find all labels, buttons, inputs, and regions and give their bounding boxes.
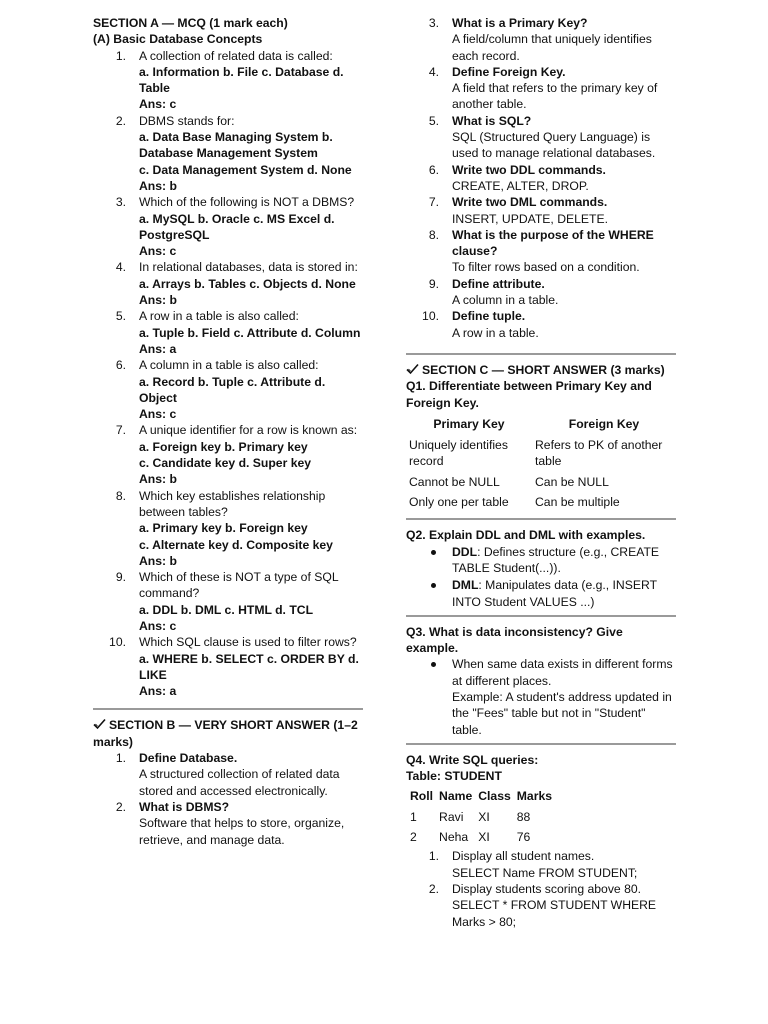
table-header: Roll xyxy=(410,789,434,804)
answer-text: A field that refers to the primary key of another table. xyxy=(452,81,658,112)
answer-options: a. Primary key b. Foreign key xyxy=(139,521,308,536)
mcq-item xyxy=(93,634,363,699)
query-task: Display students scoring above 80. xyxy=(452,881,642,896)
answer-key: Ans: b xyxy=(139,553,177,568)
table-header: Marks xyxy=(516,789,552,804)
question-number: 10. xyxy=(422,309,439,324)
answer-options: a. Data Base Managing System b. Database Management System xyxy=(139,130,333,161)
sql-query: SELECT * FROM STUDENT WHERE Marks > 80; xyxy=(452,898,657,929)
query-number: 1. xyxy=(428,849,439,864)
question-text: Which key establishes relationship between tables? xyxy=(139,488,326,519)
question-text: Define Database. xyxy=(139,751,238,766)
question-text: Write two DML commands. xyxy=(452,195,608,210)
question-text: Which of the following is NOT a DBMS? xyxy=(139,195,355,210)
table-header: Class xyxy=(478,789,511,804)
table-cell: Only one per table xyxy=(409,495,509,510)
question-number: 10. xyxy=(109,635,126,650)
list-item xyxy=(406,162,676,195)
answer-key: Ans: c xyxy=(139,407,177,422)
question-number: 7. xyxy=(428,195,439,210)
table-row xyxy=(406,492,676,512)
section-divider xyxy=(93,708,363,710)
answer-key: Ans: c xyxy=(139,618,177,633)
right-column xyxy=(406,15,676,930)
answer-key: Ans: c xyxy=(139,97,177,112)
answer-options: a. Record b. Tuple c. Attribute d. Object xyxy=(139,374,326,405)
table-cell: 88 xyxy=(516,809,531,824)
list-item xyxy=(406,227,676,276)
table-cell: 2 xyxy=(410,830,417,845)
table-header: Name xyxy=(439,789,473,804)
q3-title: Q3. What is data inconsistency? Give example. xyxy=(406,624,623,656)
question-number: 9. xyxy=(428,276,439,291)
table-row xyxy=(406,472,676,492)
sql-query: SELECT Name FROM STUDENT; xyxy=(452,865,638,880)
question-number: 3. xyxy=(428,16,439,30)
question-number: 6. xyxy=(115,358,126,373)
mcq-item xyxy=(93,113,363,194)
section-b-title: SECTION B — VERY SHORT ANSWER (1–2 marks) xyxy=(93,718,358,749)
table-cell: Can be multiple xyxy=(535,495,620,510)
question-number: 8. xyxy=(115,488,126,503)
bullet-text: : Defines structure (e.g., CREATE TABLE Student(...)). xyxy=(452,544,660,575)
mcq-item xyxy=(93,48,363,113)
question-text: Which SQL clause is used to filter rows? xyxy=(139,635,357,650)
question-number: 2. xyxy=(115,799,126,814)
q3-bullet-list xyxy=(406,656,676,737)
answer-options: a. Information b. File c. Database d. Table xyxy=(139,64,344,96)
list-item xyxy=(93,799,363,848)
mcq-item xyxy=(93,422,363,487)
query-number: 2. xyxy=(428,881,439,896)
list-item xyxy=(406,113,676,162)
answer-text: Software that helps to store, organize, retrieve, and manage data. xyxy=(139,816,345,847)
question-number: 8. xyxy=(428,227,439,242)
answer-key: Ans: a xyxy=(139,684,177,699)
section-divider xyxy=(406,743,676,745)
answer-options: a. Tuple b. Field c. Attribute d. Column xyxy=(139,325,361,340)
question-text: Define attribute. xyxy=(452,276,545,291)
mcq-item xyxy=(93,308,363,357)
table-cell: Neha xyxy=(439,830,469,845)
question-text: Which of these is NOT a type of SQL command? xyxy=(139,570,339,601)
table-cell: XI xyxy=(478,830,490,845)
question-text: A row in a table is also called: xyxy=(139,309,299,324)
mcq-item xyxy=(93,488,363,569)
question-text: In relational databases, data is stored in: xyxy=(139,260,358,275)
question-number: 3. xyxy=(115,195,126,210)
question-number: 6. xyxy=(428,162,439,177)
question-text: DBMS stands for: xyxy=(139,113,235,128)
list-item xyxy=(406,64,676,113)
answer-options: a. MySQL b. Oracle c. MS Excel d. PostgreSQL xyxy=(139,211,335,242)
question-text: Define tuple. xyxy=(452,309,526,324)
q3-example: Example: A student's address updated in the "Fees" table but not in "Student" table. xyxy=(452,689,672,737)
table-cell: XI xyxy=(478,809,490,824)
section-divider xyxy=(406,615,676,617)
answer-options: a. DDL b. DML c. HTML d. TCL xyxy=(139,602,314,617)
answer-key: Ans: b xyxy=(139,472,177,487)
section-c-title: SECTION C — SHORT ANSWER (3 marks) xyxy=(422,362,665,377)
list-item xyxy=(406,15,676,64)
answer-text: SQL (Structured Query Language) is used to manage relational databases. xyxy=(452,130,656,161)
bullet-term: DDL xyxy=(452,544,478,559)
question-text: Define Foreign Key. xyxy=(452,64,566,79)
answer-text: INSERT, UPDATE, DELETE. xyxy=(452,211,608,226)
table-row xyxy=(406,808,554,828)
student-table xyxy=(406,787,554,848)
mcq-item xyxy=(93,357,363,422)
table-row xyxy=(406,828,554,848)
question-number: 4. xyxy=(115,260,126,275)
subsection-title: (A) Basic Database Concepts xyxy=(93,32,263,47)
key-comparison-table xyxy=(406,414,676,512)
table-cell: Can be NULL xyxy=(535,474,609,489)
section-b-list xyxy=(93,750,363,848)
question-number: 2. xyxy=(115,113,126,128)
question-number: 1. xyxy=(115,48,126,63)
section-b-heading xyxy=(93,717,363,750)
question-text: What is the purpose of the WHERE clause? xyxy=(452,227,654,259)
answer-key: Ans: b xyxy=(139,293,177,308)
answer-options: a. Foreign key b. Primary key xyxy=(139,439,308,454)
table-cell: 76 xyxy=(516,830,531,845)
left-column xyxy=(93,15,363,848)
mcq-item xyxy=(93,259,363,308)
checkmark-icon xyxy=(406,363,419,375)
q4-title: Q4. Write SQL queries: xyxy=(406,752,539,767)
answer-options: c. Candidate key d. Super key xyxy=(139,456,312,471)
query-task: Display all student names. xyxy=(452,849,595,864)
section-c-heading xyxy=(406,362,676,378)
answer-key: Ans: a xyxy=(139,341,177,356)
answer-text: CREATE, ALTER, DROP. xyxy=(452,178,589,193)
question-text: Write two DDL commands. xyxy=(452,162,606,177)
bullet-term: DML xyxy=(452,578,479,593)
mcq-list xyxy=(93,48,363,700)
table-header: Foreign Key xyxy=(568,416,640,431)
list-item xyxy=(406,194,676,227)
q4-query-list xyxy=(406,848,676,929)
table-cell: 1 xyxy=(410,809,417,824)
section-divider xyxy=(406,353,676,355)
list-item xyxy=(406,544,676,577)
question-number: 9. xyxy=(115,570,126,585)
table-label: Table: STUDENT xyxy=(406,769,502,784)
table-cell: Uniquely identifies record xyxy=(409,438,508,469)
section-divider xyxy=(406,518,676,520)
mcq-item xyxy=(93,194,363,259)
section-b-list-continued xyxy=(406,15,676,341)
question-number: 5. xyxy=(115,309,126,324)
answer-options: a. Arrays b. Tables c. Objects d. None xyxy=(139,276,356,291)
answer-options: a. WHERE b. SELECT c. ORDER BY d. LIKE xyxy=(139,651,359,682)
list-item xyxy=(406,276,676,309)
q2-bullet-list xyxy=(406,544,676,610)
answer-key: Ans: c xyxy=(139,244,177,259)
table-cell: Cannot be NULL xyxy=(409,474,500,489)
answer-text: A field/column that uniquely identifies each record. xyxy=(452,32,652,63)
answer-text: To filter rows based on a condition. xyxy=(452,260,640,275)
section-a-title: SECTION A — MCQ (1 mark each) xyxy=(93,16,288,30)
table-cell: Refers to PK of another table xyxy=(535,438,663,469)
bullet-text: : Manipulates data (e.g., INSERT INTO Student VALUES ...) xyxy=(452,578,657,609)
bullet-icon xyxy=(431,550,436,555)
list-item: When same data exists in different forms at different places. Example: A student's address updated in the "Fees" table but not in "Student" table. xyxy=(406,656,676,737)
mcq-item xyxy=(93,569,363,634)
list-item xyxy=(406,577,676,610)
question-text: What is a Primary Key? xyxy=(452,16,588,30)
answer-key: Ans: b xyxy=(139,178,177,193)
bullet-icon xyxy=(431,583,436,588)
question-text: What is DBMS? xyxy=(139,799,230,814)
answer-options: c. Data Management System d. None xyxy=(139,162,352,177)
question-text: A collection of related data is called: xyxy=(139,48,333,63)
answer-options: c. Alternate key d. Composite key xyxy=(139,537,333,552)
q2-title: Q2. Explain DDL and DML with examples. xyxy=(406,528,646,543)
table-header: Primary Key xyxy=(433,416,505,431)
checkmark-icon xyxy=(93,718,106,730)
list-item xyxy=(93,750,363,799)
list-item xyxy=(406,848,676,881)
question-text: A unique identifier for a row is known as: xyxy=(139,423,358,438)
list-item xyxy=(406,881,676,930)
question-number: 7. xyxy=(115,423,126,438)
question-number: 5. xyxy=(428,113,439,128)
table-cell: Ravi xyxy=(439,809,464,824)
answer-text: A row in a table. xyxy=(452,325,539,340)
question-text: A column in a table is also called: xyxy=(139,358,319,373)
list-item xyxy=(406,308,676,341)
bullet-icon xyxy=(431,662,436,667)
question-number: 1. xyxy=(115,751,126,766)
answer-text: A structured collection of related data stored and accessed electronically. xyxy=(139,767,340,798)
question-number: 4. xyxy=(428,64,439,79)
q1-title: Q1. Differentiate between Primary Key and Foreign Key. xyxy=(406,379,652,410)
question-text: What is SQL? xyxy=(452,113,532,128)
answer-text: A column in a table. xyxy=(452,293,559,308)
table-row xyxy=(406,435,676,472)
